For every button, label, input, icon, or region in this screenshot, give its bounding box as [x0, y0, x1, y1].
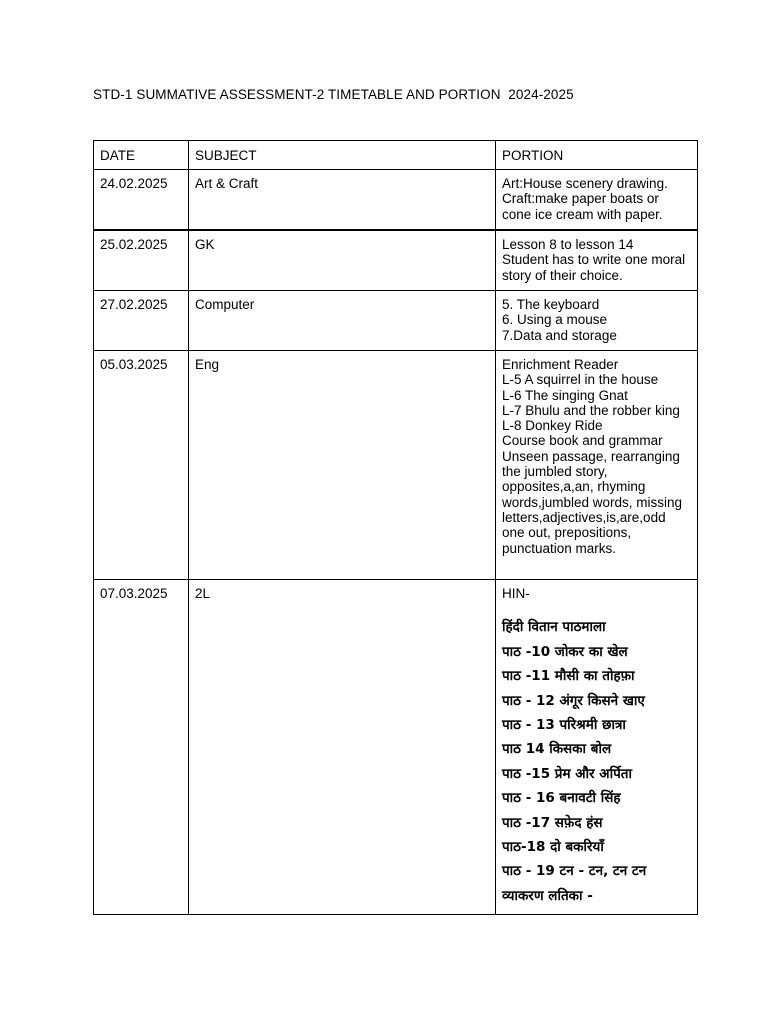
date-cell: 07.03.2025 [94, 580, 189, 915]
header-portion: PORTION [496, 141, 698, 170]
table-row [94, 580, 698, 915]
hindi-portion-line: पाठ 14 किसका बोल [502, 741, 612, 758]
table-header-row [94, 141, 698, 170]
portion-cell [496, 230, 698, 291]
portion-cell [496, 580, 698, 915]
portion-cell [496, 170, 698, 231]
hindi-portion-line: पाठ -10 जोकर का खेल [502, 643, 628, 660]
portion-line: Lesson 8 to lesson 14 [502, 237, 634, 252]
portion-line: 6. Using a mouse [502, 312, 608, 328]
hindi-portion-line: पाठ -17 सफ़ेद हंस [502, 814, 603, 831]
header-date: DATE [94, 141, 189, 170]
hindi-portion-line: पाठ -15 प्रेम और अर्पिता [502, 765, 632, 782]
hindi-portion-line: पाठ - 19 टन - टन, टन टन [502, 863, 647, 880]
portion-cell [496, 291, 698, 351]
portion-line: Course book and grammar [502, 433, 663, 449]
portion-cell [496, 351, 698, 580]
date-cell: 25.02.2025 [94, 230, 189, 291]
portion-line: Unseen passage, rearranging the jumbled story, opposites,a,an, rhyming words,jumbled words, missing letters,adjectives,is,are,odd one out, prepositions, punctuation marks. [502, 448, 683, 556]
table-row [94, 170, 698, 231]
portion-line: Craft:make paper boats or cone ice cream with paper. [502, 191, 663, 222]
subject-cell: GK [189, 230, 496, 291]
document-title: STD-1 SUMMATIVE ASSESSMENT-2 TIMETABLE AND PORTION 2024-2025 [93, 87, 574, 102]
table-row [94, 291, 698, 351]
subject-cell: Computer [189, 291, 496, 351]
date-cell: 05.03.2025 [94, 351, 189, 580]
hindi-portion-line: पाठ -11 मौसी का तोहफ़ा [502, 668, 635, 685]
timetable [93, 140, 698, 915]
hindi-label: HIN- [502, 586, 530, 601]
portion-line: Art:House scenery drawing. [502, 176, 668, 191]
portion-line: 7.Data and storage [502, 327, 617, 343]
portion-line: Enrichment Reader [502, 357, 619, 372]
portion-line: 5. The keyboard [502, 297, 600, 312]
portion-line: Student has to write one moral story of their choice. [502, 252, 686, 283]
hindi-portion-line: पाठ-18 दो बकरियाँ [502, 838, 604, 855]
table-row [94, 230, 698, 291]
portion-line: L-6 The singing Gnat [502, 387, 628, 403]
hindi-portion-line: पाठ - 13 परिश्रमी छात्रा [502, 716, 626, 733]
subject-cell: 2L [189, 580, 496, 915]
date-cell: 27.02.2025 [94, 291, 189, 351]
hindi-portion-line: व्याकरण लतिका - [502, 887, 593, 904]
portion-line: L-8 Donkey Ride [502, 418, 603, 434]
subject-cell: Art & Craft [189, 170, 496, 231]
hindi-portion-line: हिंदी वितान पाठमाला [502, 619, 606, 636]
subject-cell: Eng [189, 351, 496, 580]
hindi-portion-line: पाठ - 16 बनावटी सिंह [502, 790, 621, 807]
header-subject: SUBJECT [189, 141, 496, 170]
portion-line: L-5 A squirrel in the house [502, 372, 659, 388]
date-cell: 24.02.2025 [94, 170, 189, 231]
hindi-portion-line: पाठ - 12 अंगूर किसने खाए [502, 692, 645, 709]
table-row [94, 351, 698, 580]
portion-line: L-7 Bhulu and the robber king [502, 402, 680, 418]
